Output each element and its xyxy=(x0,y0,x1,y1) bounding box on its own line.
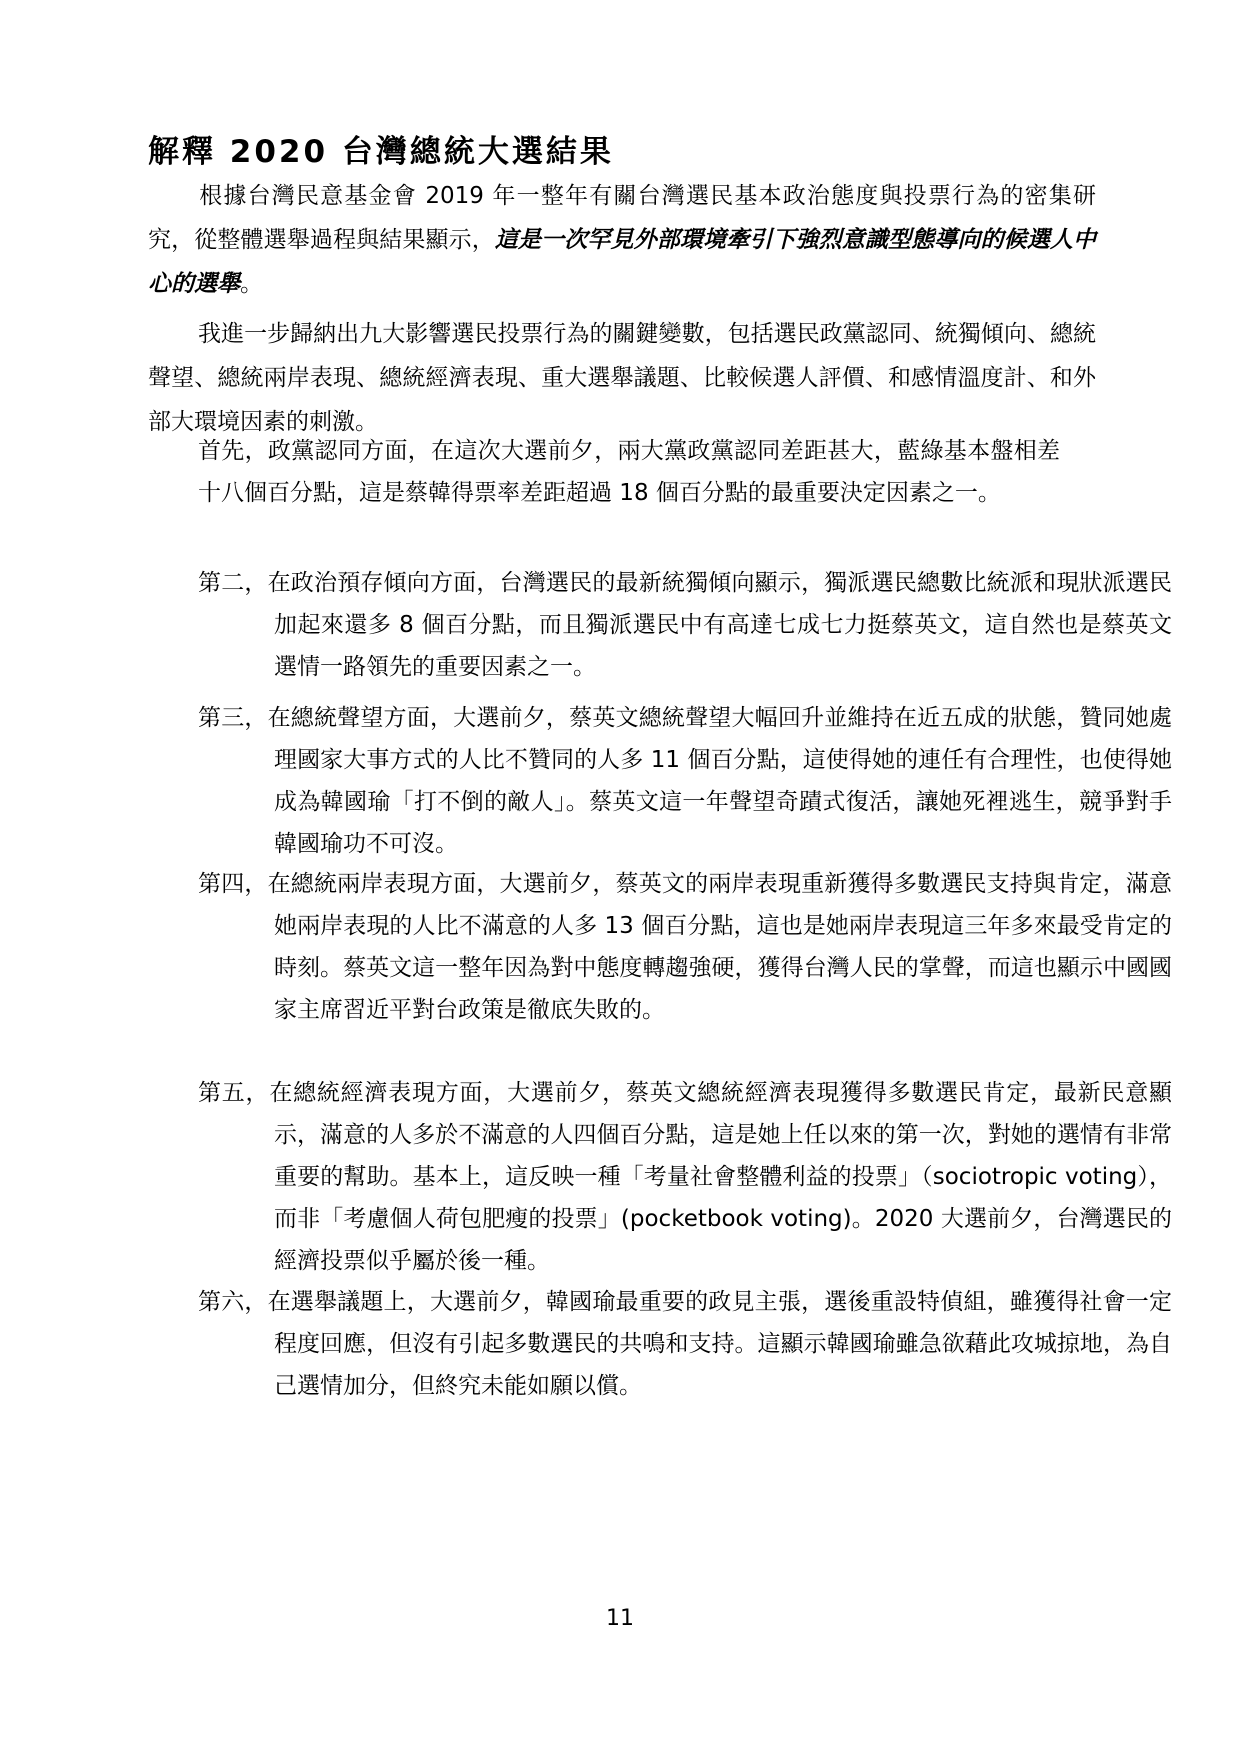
paragraph-key-variables-text: 我進一步歸納出九大影響選民投票行為的關鍵變數，包括選民政黨認同、統獨傾向、總統聲望、總統兩岸表現、總統經濟表現、重大選舉議題、比較候選人評價、和感情溫度計、和外部大環境因素的刺激。 xyxy=(148,321,1096,435)
list-item: 第三，在總統聲望方面，大選前夕，蔡英文總統聲望大幅回升並維持在近五成的狀態，贊同她處理國家大事方式的人比不贊同的人多 11 個百分點，這使得她的連任有合理性，也使得她成為韓國瑜「打不倒的敵人」。蔡英文這一年聲望奇蹟式復活，讓她死裡逃生，競爭對手韓國瑜功不可沒。 xyxy=(198,705,1172,857)
section-title: 解釋 2020 台灣總統大選結果 xyxy=(148,134,614,170)
intro-text: 根據台灣民意基金會 2019 年一整年有關台灣選民基本政治態度與投票行為的密集研究，從整體選舉過程與結果顯示， xyxy=(148,183,1096,253)
page-number: 11 xyxy=(606,1606,634,1631)
list-item: 第六，在選舉議題上，大選前夕，韓國瑜最重要的政見主張，選後重設特偵組，雖獲得社會一定程度回應，但沒有引起多數選民的共鳴和支持。這顯示韓國瑜雖急欲藉此攻城掠地，為自己選情加分，但終究未能如願以償。 xyxy=(198,1289,1172,1399)
intro-paragraph xyxy=(148,174,1096,306)
list-item: 第五，在總統經濟表現方面，大選前夕，蔡英文總統經濟表現獲得多數選民肯定，最新民意顯示，滿意的人多於不滿意的人四個百分點，這是她上任以來的第一次，對她的選情有非常重要的幫助。基本上，這反映一種「考量社會整體利益的投票」（sociotropic voting），而非「考慮個人荷包肥瘦的投票」(pocketbook voting)。2020 大選前夕，台灣選民的經濟投票似乎屬於後一種。 xyxy=(198,1080,1172,1274)
list-item: 第二，在政治預存傾向方面，台灣選民的最新統獨傾向顯示，獨派選民總數比統派和現狀派選民加起來還多 8 個百分點，而且獨派選民中有高達七成七力挺蔡英文，這自然也是蔡英文選情一路領先的重要因素之一。 xyxy=(198,570,1172,680)
list-item: 第四，在總統兩岸表現方面，大選前夕，蔡英文的兩岸表現重新獲得多數選民支持與肯定，滿意她兩岸表現的人比不滿意的人多 13 個百分點，這也是她兩岸表現這三年多來最受肯定的時刻。蔡英文這一整年因為對中態度轉趨強硬，獲得台灣人民的掌聲，而這也顯示中國國家主席習近平對台政策是徹底失敗的。 xyxy=(198,871,1172,1023)
intro-end: 。 xyxy=(240,271,263,297)
paragraph-party-identification: 首先，政黨認同方面，在這次大選前夕，兩大黨政黨認同差距甚大，藍綠基本盤相差十八個百分點，這是蔡韓得票率差距超過 18 個百分點的最重要決定因素之一。 xyxy=(198,438,1060,506)
intro-emphasis: 這是一次罕見外部環境牽引下強烈意識型態導向的候選人中心的選舉 xyxy=(148,227,1096,297)
paragraph-key-variables xyxy=(148,312,1096,444)
